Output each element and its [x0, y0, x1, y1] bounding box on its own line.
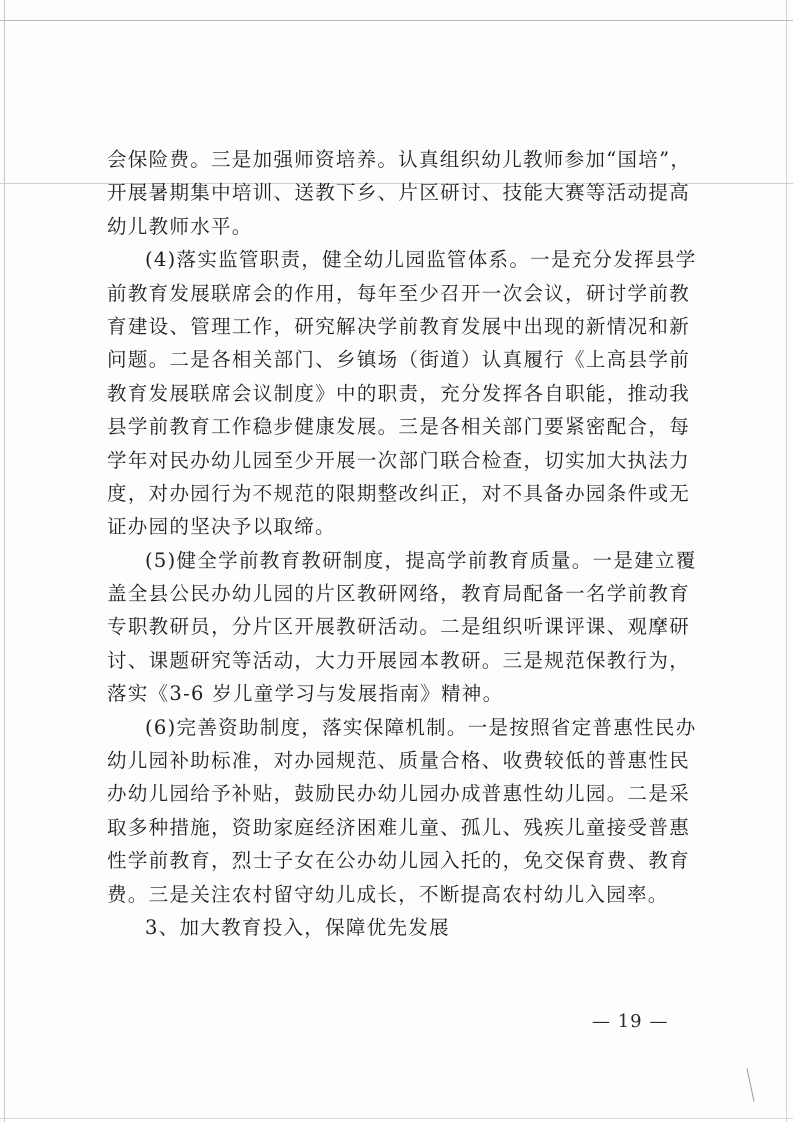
text-line: 盖全县公民办幼儿园的片区教研网络，教育局配备一名学前教育 — [107, 582, 690, 606]
paragraph-teaching-research — [107, 544, 697, 711]
paragraph-funding — [107, 711, 697, 911]
text-line: (5)健全学前教育教研制度，提高学前教育质量。一是建立覆 — [145, 548, 697, 572]
paragraph-continuation — [107, 143, 690, 243]
text-line: 度，对办园行为不规范的限期整改纠正，对不具备办园条件或无 — [107, 481, 690, 505]
text-line: 开展暑期集中培训、送教下乡、片区研讨、技能大赛等活动提高 — [107, 181, 690, 205]
text-line: 专职教研员，分片区开展教研活动。二是组织听课评课、观摩研 — [107, 615, 690, 639]
text-line: 性学前教育，烈士子女在公办幼儿园入托的，免交保育费、教育 — [107, 849, 690, 873]
text-line: 幼儿教师水平。 — [107, 214, 253, 238]
text-line: 幼儿园补助标准，对办园规范、质量合格、收费较低的普惠性民 — [107, 749, 690, 773]
body-text — [107, 143, 697, 944]
text-line: 取多种措施，资助家庭经济困难儿童、孤儿、残疾儿童接受普惠 — [107, 815, 690, 839]
paragraph-supervision — [107, 243, 697, 544]
text-line: 教育发展联席会议制度》中的职责，充分发挥各自职能，推动我 — [107, 381, 690, 405]
text-line: 讨、课题研究等活动，大力开展园本教研。三是规范保教行为， — [107, 648, 690, 672]
text-line: 育建设、管理工作，研究解决学前教育发展中出现的新情况和新 — [107, 314, 690, 338]
text-line: 前教育发展联席会的作用，每年至少召开一次会议，研讨学前教 — [107, 281, 690, 305]
text-line: 县学前教育工作稳步健康发展。三是各相关部门要紧密配合，每 — [107, 415, 690, 439]
text-line: 办幼儿园给予补贴，鼓励民办幼儿园办成普惠性幼儿园。二是采 — [107, 782, 690, 806]
text-line: (6)完善资助制度，落实保障机制。一是按照省定普惠性民办 — [145, 715, 697, 739]
text-line: (4)落实监管职责，健全幼儿园监管体系。一是充分发挥县学 — [145, 248, 697, 272]
scan-corner-mark — [746, 1068, 754, 1101]
scan-artifact-line — [0, 1118, 793, 1119]
text-line: 费。三是关注农村留守幼儿成长，不断提高农村幼儿入园率。 — [107, 882, 669, 906]
scan-edge-right — [786, 0, 787, 1122]
text-line: 落实《3-6 岁儿童学习与发展指南》精神。 — [107, 682, 504, 706]
text-line: 学年对民办幼儿园至少开展一次部门联合检查，切实加大执法力 — [107, 448, 690, 472]
page-number: — 19 — — [592, 1011, 669, 1032]
text-line: 会保险费。三是加强师资培养。认真组织幼儿教师参加“国培”， — [107, 148, 692, 171]
scan-edge-left — [4, 0, 5, 1122]
text-line: 问题。二是各相关部门、乡镇场（街道）认真履行《上高县学前 — [107, 348, 690, 372]
scan-artifact-line — [0, 20, 793, 21]
text-line: 证办园的坚决予以取缔。 — [107, 515, 336, 539]
section-heading: 3、加大教育投入，保障优先发展 — [145, 915, 450, 939]
